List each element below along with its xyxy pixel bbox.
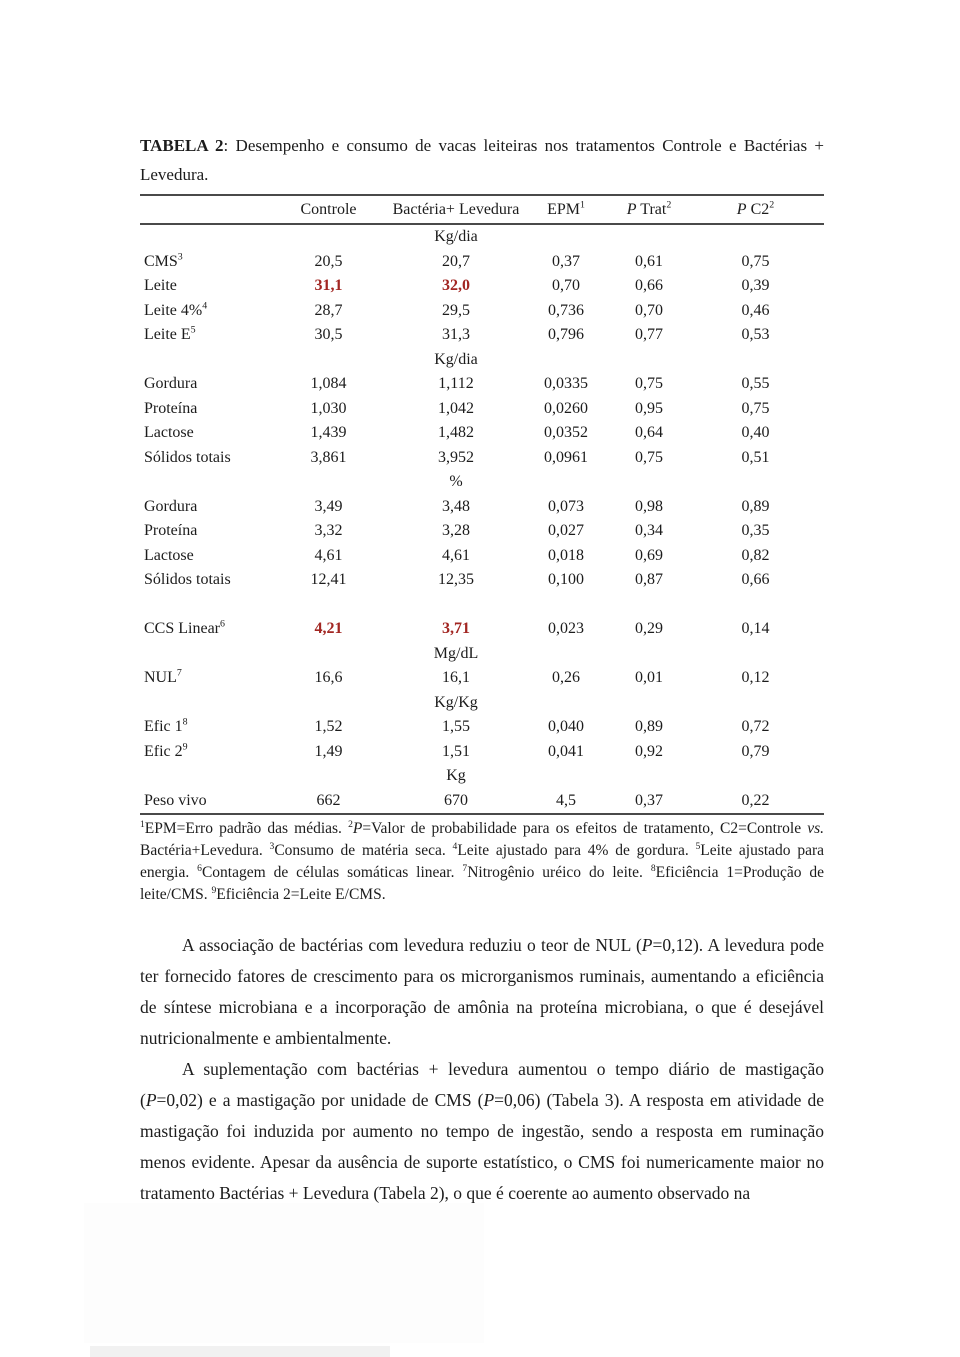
text-segment: =0,06) (Tabela 3). A resposta em atividade de mastigação foi induzida por aumento no tempo de ingestão, sendo a resposta em ruminação menos evidente. Apesar da ausência de suporte estatístico, o CMS foi numericamente maior no tratamento Bactérias + Levedura (Tabela 2), o que é coerente ao aumento observado na xyxy=(140,1090,824,1203)
value-cell: 3,28 xyxy=(442,522,470,540)
text-segment: vs. xyxy=(807,820,825,837)
unit-cell xyxy=(266,691,391,716)
value-cell: 0,0260 xyxy=(544,399,588,417)
row-label: Proteína xyxy=(144,399,198,417)
value-cell: 16,1 xyxy=(442,669,470,687)
value-cell: 1,084 xyxy=(310,375,347,393)
table-caption xyxy=(140,131,824,189)
text-segment: P xyxy=(736,200,747,218)
table-footnotes xyxy=(140,818,824,906)
unit-row xyxy=(140,691,824,716)
row-label: Leite 4%$^4$ xyxy=(144,300,208,319)
value-cell: 0,66 xyxy=(741,571,770,589)
unit-cell xyxy=(687,764,824,789)
value-cell: 0,0352 xyxy=(544,424,588,442)
value-cell: 0,29 xyxy=(635,620,663,638)
value-cell: 3,49 xyxy=(314,497,343,515)
table-row xyxy=(140,740,824,765)
spacer-row xyxy=(140,593,824,618)
table-header-row xyxy=(140,195,824,224)
value-cell xyxy=(266,593,391,618)
row-label: Leite $E^5$ xyxy=(144,324,196,344)
text-segment: Controle xyxy=(300,200,357,218)
table-row xyxy=(140,323,824,348)
value-cell: 16,6 xyxy=(314,669,343,687)
row-label: Lactose xyxy=(144,546,194,564)
column-header xyxy=(391,195,521,224)
text-segment: 2 xyxy=(666,199,672,211)
text-segment: 8 xyxy=(650,862,656,874)
unit-cell xyxy=(611,642,687,667)
text-segment: P xyxy=(641,935,653,955)
value-cell: 0,70 xyxy=(552,277,580,295)
unit-cell xyxy=(521,470,611,495)
unit-cell xyxy=(521,348,611,373)
value-cell: 0,027 xyxy=(548,522,584,540)
row-label: Lactose xyxy=(144,424,194,442)
unit-cell xyxy=(266,642,391,667)
value-cell: 0,37 xyxy=(611,789,687,815)
value-cell: 0,40 xyxy=(741,424,770,442)
unit-cell xyxy=(687,470,824,495)
unit-row xyxy=(140,348,824,373)
unit-cell xyxy=(266,470,391,495)
text-segment: 9 xyxy=(211,884,217,896)
value-cell: 29,5 xyxy=(442,301,470,319)
text-segment: =0,12). A levedura pode ter fornecido fatores de crescimento para os microrganismos ruminais, aumentando a eficiência de síntese microbiana e a incorporação de amônia na proteína microbiana, o que é desejável nutricionalmente e ambientalmente. xyxy=(140,935,824,1048)
value-cell: 4,61 xyxy=(442,546,470,564)
row-label: CMS$^3$ xyxy=(144,251,183,270)
text-segment: Contagem de células somáticas linear. xyxy=(201,864,463,881)
column-header xyxy=(687,195,824,224)
text-segment: TABELA 2 xyxy=(140,136,224,155)
value-cell: 3,48 xyxy=(442,497,470,515)
value-cell: 0,64 xyxy=(635,424,663,442)
value-cell: 1,55 xyxy=(442,718,470,736)
unit-cell xyxy=(687,348,824,373)
row-label: CCS Linear$^6$ xyxy=(144,618,225,638)
table-row xyxy=(140,519,824,544)
value-cell: 31,3 xyxy=(442,326,470,344)
page-content xyxy=(140,131,824,1209)
unit-cell xyxy=(611,348,687,373)
value-cell: 4,61 xyxy=(314,546,343,564)
value-cell: 0,46 xyxy=(741,301,770,319)
value-cell: 12,35 xyxy=(438,571,474,589)
table-row xyxy=(140,446,824,471)
value-cell: 0,0335 xyxy=(544,375,588,393)
text-segment: A suplementação com bactérias + levedura aumentou o tempo diário de mastigação ( xyxy=(140,1059,824,1110)
table-body xyxy=(140,224,824,814)
text-segment: EPM=Erro padrão das médias. xyxy=(144,820,349,837)
value-cell: 3,32 xyxy=(314,522,343,540)
text-segment: P xyxy=(483,1090,495,1110)
unit-cell xyxy=(611,691,687,716)
unit-cell xyxy=(521,642,611,667)
value-cell: 0,82 xyxy=(741,546,770,564)
table-row xyxy=(140,715,824,740)
value-cell: 4,21 xyxy=(314,620,343,638)
value-cell: 32,0 xyxy=(442,277,470,295)
value-cell: 0,073 xyxy=(548,497,584,515)
value-cell: 0,87 xyxy=(635,571,663,589)
text-segment: Nitrogênio uréico do leite. xyxy=(467,864,651,881)
body-text xyxy=(140,930,824,1209)
value-cell: 1,49 xyxy=(314,742,343,760)
unit-cell: Kg/dia xyxy=(434,350,478,368)
value-cell: 4,5 xyxy=(521,789,611,815)
value-cell: 0,01 xyxy=(635,669,663,687)
table-row xyxy=(140,397,824,422)
row-label: Proteína xyxy=(144,522,198,540)
value-cell: 20,7 xyxy=(442,252,470,270)
text-segment: Bactéria+Levedura. xyxy=(140,842,270,859)
unit-cell xyxy=(266,348,391,373)
value-cell: 0,79 xyxy=(741,742,770,760)
text-segment: Leite ajustado para 4% de gordura. xyxy=(457,842,696,859)
unit-cell xyxy=(611,764,687,789)
value-cell: 0,72 xyxy=(741,718,770,736)
value-cell: 31,1 xyxy=(314,277,343,295)
value-cell: 20,5 xyxy=(314,252,343,270)
unit-cell xyxy=(521,224,611,250)
value-cell: 1,030 xyxy=(310,399,347,417)
value-cell: 0,12 xyxy=(741,669,770,687)
unit-row xyxy=(140,642,824,667)
text-segment: 1 xyxy=(140,818,145,830)
value-cell: 1,52 xyxy=(314,718,343,736)
row-label: Gordura xyxy=(144,497,198,515)
value-cell: 3,71 xyxy=(442,620,470,638)
column-header xyxy=(521,195,611,224)
row-label: Peso vivo xyxy=(140,789,266,815)
column-header xyxy=(266,195,391,224)
text-segment: P xyxy=(145,1090,157,1110)
unit-cell: Kg xyxy=(446,767,466,785)
unit-cell: % xyxy=(449,473,463,491)
value-cell: 0,92 xyxy=(635,742,663,760)
text-segment: EPM xyxy=(547,200,580,218)
row-label: NUL$^7$ xyxy=(144,667,182,687)
value-cell xyxy=(391,593,521,618)
text-segment: 3 xyxy=(269,840,275,852)
value-cell: 1,51 xyxy=(442,742,470,760)
table-row xyxy=(140,617,824,642)
unit-cell: Mg/dL xyxy=(433,644,479,662)
text-segment: Trat xyxy=(636,200,667,218)
unit-cell xyxy=(521,764,611,789)
text-segment: 1 xyxy=(579,199,585,211)
value-cell: 12,41 xyxy=(310,571,347,589)
value-cell: 1,482 xyxy=(438,424,474,442)
column-header-empty xyxy=(140,195,266,224)
page-bottom-artifact xyxy=(90,1346,390,1357)
text-segment: C2 xyxy=(746,200,770,218)
value-cell: 0,77 xyxy=(635,326,663,344)
text-segment: 2 xyxy=(348,818,353,830)
text-segment: Eficiência 2=Leite E/CMS. xyxy=(216,886,386,903)
paragraph xyxy=(140,1054,824,1209)
value-cell: 0,55 xyxy=(741,375,770,393)
value-cell: 0,75 xyxy=(635,448,663,466)
value-cell: 0,98 xyxy=(635,497,663,515)
text-segment: P xyxy=(352,820,363,837)
row-label: Efic $2^9$ xyxy=(144,741,188,760)
column-header xyxy=(611,195,687,224)
value-cell: 0,61 xyxy=(635,252,663,270)
unit-cell xyxy=(611,470,687,495)
text-segment: Eficiência 1=Produção de leite/CMS. xyxy=(140,864,825,903)
unit-cell: Kg/dia xyxy=(434,228,478,246)
unit-row xyxy=(140,764,824,789)
value-cell: 28,7 xyxy=(314,301,343,319)
value-cell: 30,5 xyxy=(314,326,343,344)
unit-cell xyxy=(687,642,824,667)
text-segment: 7 xyxy=(462,862,468,874)
row-label xyxy=(140,224,266,250)
value-cell: 0,796 xyxy=(548,326,584,344)
value-cell xyxy=(521,593,611,618)
value-cell: 0,041 xyxy=(548,742,584,760)
value-cell: 670 xyxy=(391,789,521,815)
unit-cell xyxy=(687,224,824,250)
value-cell: 0,39 xyxy=(741,277,770,295)
value-cell: 0,95 xyxy=(635,399,663,417)
value-cell: 0,89 xyxy=(741,497,770,515)
unit-cell xyxy=(521,691,611,716)
table-row xyxy=(140,274,824,299)
unit-row xyxy=(140,224,824,250)
value-cell: 0,89 xyxy=(635,718,663,736)
unit-cell: Kg/Kg xyxy=(434,693,478,711)
text-segment: A associação de bactérias com levedura reduziu o teor de NUL ( xyxy=(182,935,642,955)
table-row xyxy=(140,299,824,324)
value-cell: 0,70 xyxy=(635,301,663,319)
unit-cell xyxy=(611,224,687,250)
value-cell: 0,51 xyxy=(741,448,770,466)
value-cell: 0,736 xyxy=(548,301,584,319)
row-label xyxy=(140,348,266,373)
unit-cell xyxy=(266,224,391,250)
value-cell: 3,861 xyxy=(310,448,347,466)
row-label: Gordura xyxy=(144,375,198,393)
value-cell: 662 xyxy=(266,789,391,815)
value-cell: 1,439 xyxy=(310,424,347,442)
text-segment: 4 xyxy=(452,840,458,852)
row-label xyxy=(140,642,266,667)
value-cell: 1,112 xyxy=(438,375,474,393)
value-cell: 0,22 xyxy=(687,789,824,815)
value-cell: 0,75 xyxy=(741,399,770,417)
value-cell: 0,023 xyxy=(548,620,584,638)
value-cell: 0,018 xyxy=(548,546,584,564)
value-cell: 0,040 xyxy=(548,718,584,736)
value-cell: 0,34 xyxy=(635,522,663,540)
text-segment: : Desempenho e consumo de vacas leiteiras nos tratamentos Controle e Bactérias + Levedura. xyxy=(140,136,824,184)
value-cell: 3,952 xyxy=(438,448,474,466)
value-cell: 0,69 xyxy=(635,546,663,564)
value-cell xyxy=(687,593,824,618)
value-cell: 0,66 xyxy=(635,277,663,295)
row-label xyxy=(140,593,266,618)
value-cell: 0,75 xyxy=(635,375,663,393)
text-segment: 2 xyxy=(769,199,775,211)
text-segment: =Valor de probabilidade para os efeitos de tratamento, C2=Controle xyxy=(362,820,808,837)
row-label: Sólidos totais xyxy=(144,571,231,589)
table-row xyxy=(140,789,824,815)
text-segment: Bactéria+ Levedura xyxy=(392,200,520,218)
row-label xyxy=(140,691,266,716)
row-label: Sólidos totais xyxy=(144,448,231,466)
value-cell: 0,100 xyxy=(548,571,584,589)
unit-cell xyxy=(266,764,391,789)
text-segment: Leite ajustado para energia. xyxy=(140,842,824,881)
table-row xyxy=(140,544,824,569)
paragraph xyxy=(140,930,824,1054)
value-cell: 0,53 xyxy=(741,326,770,344)
row-label xyxy=(140,470,266,495)
text-segment: =0,02) e a mastigação por unidade de CMS ( xyxy=(156,1090,484,1110)
value-cell: 0,35 xyxy=(741,522,770,540)
table-row xyxy=(140,421,824,446)
value-cell: 1,042 xyxy=(438,399,474,417)
text-segment: Consumo de matéria seca. xyxy=(274,842,453,859)
text-segment: 6 xyxy=(197,862,202,874)
unit-row xyxy=(140,470,824,495)
page-bleed-artifact xyxy=(84,1203,484,1343)
text-segment: 5 xyxy=(695,840,701,852)
row-label: Efic $1^8$ xyxy=(144,716,188,736)
value-cell: 0,26 xyxy=(552,669,580,687)
table-row xyxy=(140,250,824,275)
value-cell: 0,0961 xyxy=(544,448,588,466)
value-cell: 0,37 xyxy=(552,252,580,270)
table-row xyxy=(140,495,824,520)
value-cell xyxy=(611,593,687,618)
value-cell: 0,75 xyxy=(741,252,770,270)
value-cell: 0,14 xyxy=(741,620,770,638)
table-row xyxy=(140,372,824,397)
row-label xyxy=(140,764,266,789)
unit-cell xyxy=(687,691,824,716)
table-row xyxy=(140,666,824,691)
text-segment: P xyxy=(626,200,637,218)
results-table xyxy=(140,194,824,815)
table-row xyxy=(140,568,824,593)
row-label: Leite xyxy=(144,277,177,295)
